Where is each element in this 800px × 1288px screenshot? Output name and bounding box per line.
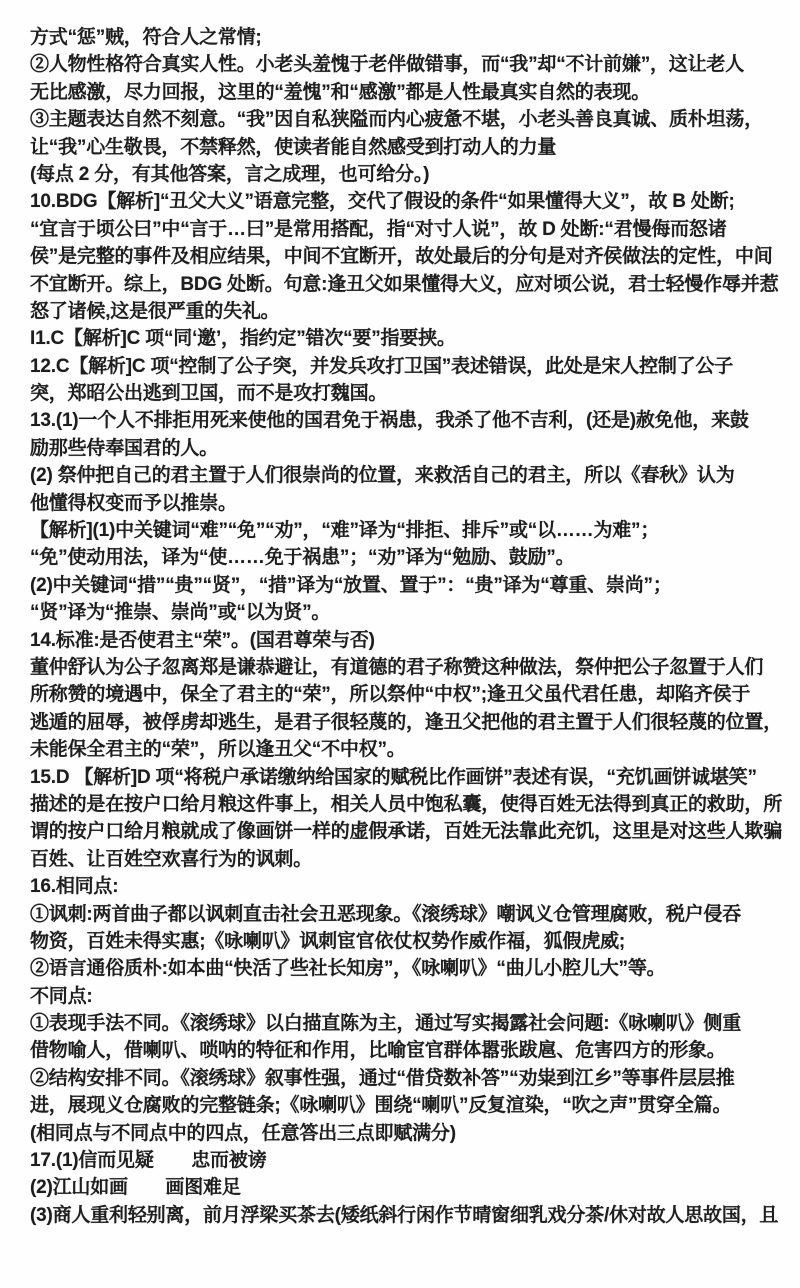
document-line: 15.D 【解析]D 项“将税户承诺缴纳给国家的赋税比作画饼”表述有误，“充饥画饼诚堪笑” bbox=[30, 766, 757, 788]
document-line: 侯”是完整的事件及相应结果，中间不宜断开，故处最后的分句是对齐侯做法的定性，中间 bbox=[30, 246, 773, 268]
document-line: 不同点: bbox=[30, 985, 93, 1007]
document-line: 他懂得权变而予以推崇。 bbox=[30, 492, 237, 514]
document-line: 谓的按户口给月粮就成了像画饼一样的虚假承诺，百姓无法靠此充饥，这里是对这些人欺骗 bbox=[30, 821, 783, 843]
document-line: “宜言于顷公曰”中“言于…曰”是常用搭配，指“对寸人说”，故 D 处断:“君慢侮而怒诸 bbox=[30, 218, 727, 240]
document-line: 逃遁的屈辱，被俘虏却逃生，是君子很轻蔑的，逢丑父把他的君主置于人们很轻蔑的位置， bbox=[30, 711, 783, 733]
document-line: 进，展现义仓腐败的完整链条;《咏喇叭》围绕“喇叭”反复渲染，“吹之声”贯穿全篇。 bbox=[30, 1095, 732, 1117]
document-line: ①表现手法不同。《滚绣球》以白描直陈为主，通过写实揭露社会问题:《咏喇叭》侧重 bbox=[30, 1013, 742, 1035]
document-line: (2) 祭仲把自己的君主置于人们很崇尚的位置，来救活自己的君主，所以《春秋》认为 bbox=[30, 465, 735, 487]
document-line: (每点 2 分，有其他答案，言之成理，也可给分。) bbox=[30, 163, 430, 185]
document-line: (2)江山如画 画图难足 bbox=[30, 1177, 241, 1199]
document-line: 未能保全君主的“荣”，所以逢丑父“不中权”。 bbox=[30, 739, 406, 761]
document-line: ③主题表达自然不刻意。“我”因自私狭隘而内心疲惫不堪，小老头善良真诚、质朴坦荡， bbox=[30, 109, 764, 131]
document-line: 怒了诸候,这是很严重的失礼。 bbox=[30, 300, 280, 322]
document-line: 百姓、让百姓空欢喜行为的讽刺。 bbox=[30, 848, 313, 870]
document-line: ②结构安排不同。《滚绣球》叙事性强，通过“借贷数补答”“劝粜到江乡”等事件层层推 bbox=[30, 1067, 735, 1089]
document-line: 借物喻人，借喇叭、唢呐的特征和作用，比喻宦官群体嚣张跋扈、危害四方的形象。 bbox=[30, 1040, 726, 1062]
document-line: 励那些侍奉国君的人。 bbox=[30, 437, 219, 459]
document-line: 突，郑昭公出逃到卫国，而不是攻打魏国。 bbox=[30, 383, 388, 405]
document-line: 方式“惩”贼，符合人之常情; bbox=[30, 27, 262, 48]
document-line: (2)中关键词“措”“贵”“贤”，“措”译为“放置、置于”：“贵”译为“尊重、崇尚”； bbox=[30, 574, 672, 596]
document-line: ①讽刺:两首曲子都以讽刺直击社会丑恶现象。《滚绣球》嘲讽义仓管理腐败，税户侵吞 bbox=[30, 903, 742, 925]
document-line: 16.相同点: bbox=[30, 876, 119, 898]
document-line: 【解析](1)中关键词“难”“免”“劝”，“难”译为“排拒、排斥”或“以……为难”； bbox=[30, 520, 660, 542]
document-line: 董仲舒认为公子忽离郑是谦恭避让，有道德的君子称赞这种做法，祭仲把公子忽置于人们 bbox=[30, 656, 764, 678]
document-line: (3)商人重利轻别离，前月浮梁买茶去(矮纸斜行闲作节晴窗细乳戏分茶/休对故人思故国，且 bbox=[30, 1204, 779, 1226]
document-line: 12.C【解析]C 项“控制了公子突，并发兵攻打卫国”表述错误，此处是宋人控制了公子 bbox=[30, 355, 734, 377]
document-line: 13.(1)一个人不排拒用死来使他的国君免于祸患，我杀了他不吉利，(还是)赦免他，来鼓 bbox=[30, 410, 749, 432]
document-line: 所称赞的境遇中，保全了君主的“荣”，所以祭仲“中权”;逢丑父虽代君任患，却陷齐侯于 bbox=[30, 684, 751, 706]
document-line: ②语言通俗质朴:如本曲“快活了些社长知房”，《咏喇叭》“曲儿小腔儿大”等。 bbox=[30, 958, 666, 980]
document-line: 10.BDG【解析]“丑父大义”语意完整，交代了假设的条件“如果懂得大义”，故 B 处断; bbox=[30, 191, 735, 213]
document-line: ②人物性格符合真实人性。小老头羞愧于老伴做错事，而“我”却“不计前嫌”，这让老人 bbox=[30, 54, 745, 76]
document-line: 物资，百姓未得实惠;《咏喇叭》讽刺宦官依仗权势作威作福，狐假虎威; bbox=[30, 930, 626, 952]
document-line: 让“我”心生敬畏，不禁释然，使读者能自然感受到打动人的力量 bbox=[30, 136, 557, 158]
document-line: 不宜断开。综上，BDG 处断。句意:逢丑父如果懂得大义，应对顷公说，君士轻慢作辱并惹 bbox=[30, 273, 779, 295]
document-line: I1.C【解析]C 项“同‘邀’，指约定”错次“要”指要挟。 bbox=[30, 328, 456, 350]
document-line: “免”使动用法，译为“使……免于祸患”；“劝”译为“勉励、鼓励”。 bbox=[30, 547, 575, 569]
document-line: 描述的是在按户口给月粮这件事上，相关人员中饱私囊，使得百姓无法得到真正的救助，所 bbox=[30, 793, 783, 815]
document-line: 14.标准:是否使君主“荣”。(国君尊荣与否) bbox=[30, 629, 375, 651]
document-line: 17.(1)信而见疑 忠而被谤 bbox=[30, 1150, 267, 1172]
document-line: (相同点与不同点中的四点，任意答出三点即赋满分) bbox=[30, 1122, 456, 1144]
document-line: “贤”译为“推崇、崇尚”或“以为贤”。 bbox=[30, 602, 331, 624]
document-line: 无比感激，尽力回报，这里的“羞愧”和“感激”都是人性最真实自然的表现。 bbox=[30, 81, 651, 103]
